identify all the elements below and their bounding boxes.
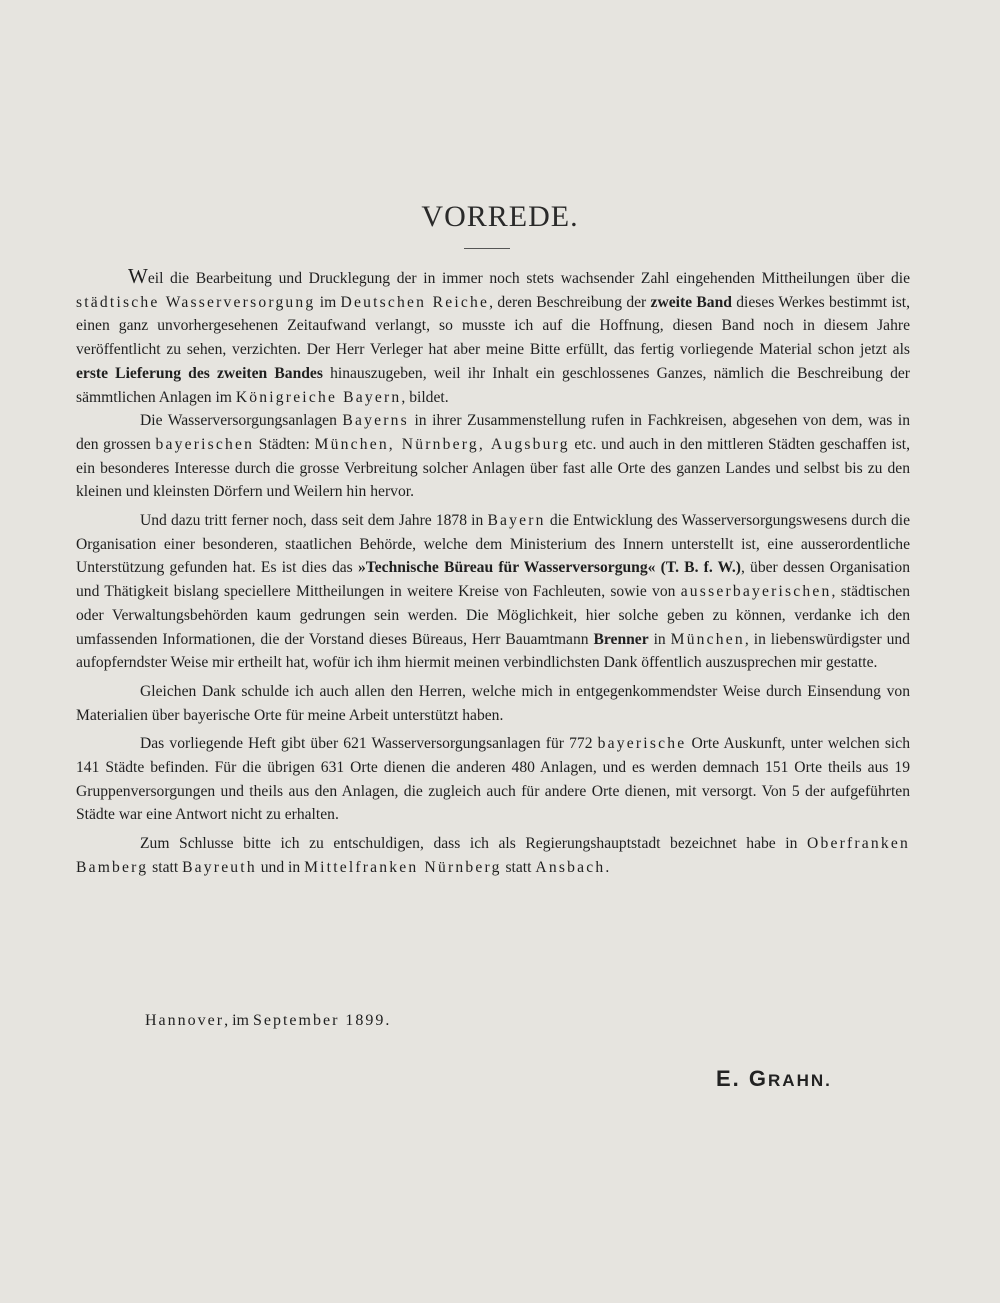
drop-capital: W <box>128 264 148 288</box>
paragraph-6: Zum Schlusse bitte ich zu entschuldigen, dass ich als Regierungshauptstadt bezeichnet habe in Oberfranken Bamberg statt Bayreuth und in Mittelfranken Nürnberg statt Ansbach. <box>76 835 910 876</box>
preface-body <box>76 266 910 885</box>
paragraph-2: Die Wasserversorgungsanlagen Bayerns in ihrer Zusammenstellung rufen in Fachkreisen, abgesehen von dem, was in den grossen bayerischen Städten: München, Nürnberg, Augsburg etc. und auch in den mittleren Städten geschaffen ist, ein besonderes Interesse durch die grosse Verbreitung solcher Anlagen über fast alle Orte des ganzen Landes und selbst bis zu den kleinen und kleinsten Dörfern und Weilern hin hervor. <box>76 412 910 501</box>
title-divider <box>464 248 510 249</box>
place-and-date: Hannover, im September 1899. <box>145 1012 392 1029</box>
author-signature: E. GRAHN. <box>716 1066 832 1091</box>
page-title: VORREDE. <box>421 200 579 233</box>
paragraph-1: Weil die Bearbeitung und Drucklegung der in immer noch stets wachsender Zahl eingehenden Mittheilungen über die städtische Wasserversorgung im Deutschen Reiche, deren Beschreibung der zweite Band dieses Werkes bestimmt ist, einen ganz unvorhergesehenen Zeitaufwand verlangt, so musste ich auf die Hoffnung, diesen Band noch in diesem Jahre veröffentlicht zu sehen, verzichten. Der Herr Verleger hat aber meine Bitte erfüllt, das fertig vorliegende Material schon jetzt als erste Lieferung des zweiten Bandes hinauszugeben, weil ihr Inhalt ein geschlossenes Ganzes, nämlich die Beschreibung der sämmtlichen Anlagen im Königreiche Bayern, bildet. <box>76 264 911 406</box>
paragraph-5: Das vorliegende Heft gibt über 621 Wasserversorgungsanlagen für 772 bayerische Orte Auskunft, unter welchen sich 141 Städte befinden. Für die übrigen 631 Orte dienen die anderen 480 Anlagen, und es werden demnach 151 Orte theils aus 19 Gruppenversorgungen und theils aus den Anlagen, die zugleich auch für andere Orte dienen, mit versorgt. Von 5 der aufgeführten Städte war eine Antwort nicht zu erhalten. <box>76 735 910 824</box>
paragraph-4: Gleichen Dank schulde ich auch allen den Herren, welche mich in entgegenkommendster Weise durch Einsendung von Materialien über bayerische Orte für meine Arbeit unterstützt haben. <box>76 682 910 724</box>
paragraph-3: Und dazu tritt ferner noch, dass seit dem Jahre 1878 in Bayern die Entwicklung des Wasserversorgungswesens durch die Organisation einer besonderen, staatlichen Behörde, welche dem Ministerium des Innern unterstellt ist, eine ausserordentliche Unterstützung gefunden hat. Es ist dies das »Technische Büreau für Wasserversorgung« (T. B. f. W.), über dessen Organisation und Thätigkeit bislang speciellere Mittheilungen in weitere Kreise von Fachleuten, sowie von ausserbayerischen, städtischen oder Verwaltungsbehörden kaum gedrungen sein werden. Die Möglichkeit, hier solche geben zu können, verdanke ich den umfassenden Informationen, die der Vorstand dieses Büreaus, Herr Bauamtmann Brenner in München, in liebenswürdigster und aufopferndster Weise mir ertheilt hat, wofür ich ihm hiermit meinen verbindlichsten Dank öffentlich auszusprechen mir gestatte. <box>76 512 910 672</box>
